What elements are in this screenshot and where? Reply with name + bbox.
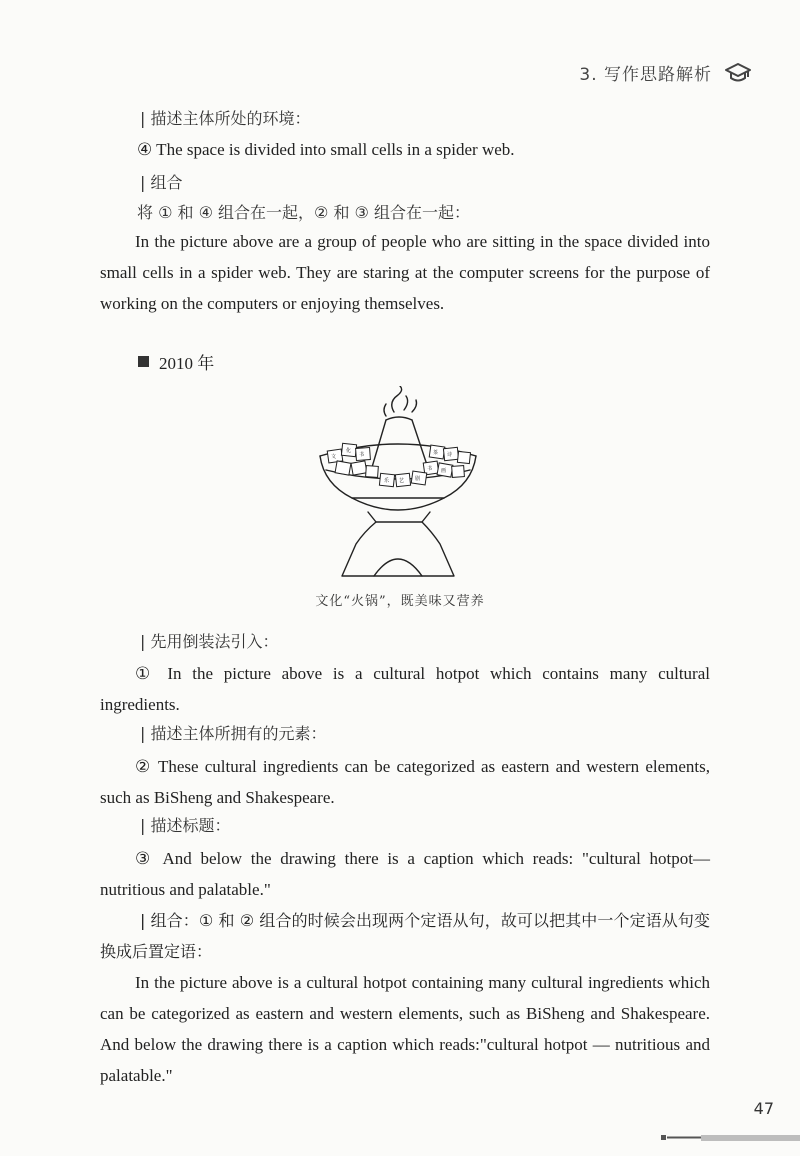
sentence-1: ① In the picture above is a cultural hotpot which contains many cultural ingredients. bbox=[100, 664, 710, 714]
running-header bbox=[579, 60, 752, 85]
figure-caption: 文化“火锅”，既美味又营养 bbox=[315, 594, 485, 609]
svg-text:茶: 茶 bbox=[433, 450, 439, 456]
page-number: 47 bbox=[753, 1099, 774, 1118]
bullet-square-icon bbox=[138, 356, 149, 367]
chapter-title: 3. 写作思路解析 bbox=[579, 65, 712, 85]
combine-note: 将 ① 和 ④ 组合在一起，② 和 ③ 组合在一起： bbox=[137, 203, 470, 222]
sentence-2: ② These cultural ingredients can be categorized as eastern and western elements, such as BiSheng and Shakespeare. bbox=[100, 757, 710, 807]
svg-text:诗: 诗 bbox=[447, 452, 453, 458]
svg-text:书: 书 bbox=[427, 466, 433, 472]
footer-decoration bbox=[661, 1128, 800, 1138]
svg-text:艺: 艺 bbox=[399, 478, 405, 484]
svg-text:文: 文 bbox=[331, 454, 337, 460]
label-combine: | 组合 bbox=[140, 173, 183, 192]
combined-paragraph-2009: In the picture above are a group of people who are sitting in the space divided into small cells in a spider web. They are staring at the computer screens for the purpose of working on the computers or enjoying themselves. bbox=[100, 232, 710, 313]
sentence-3: ③ And below the drawing there is a caption which reads: "cultural hotpot— nutritious and palatable." bbox=[100, 849, 710, 899]
label-describe-environment: | 描述主体所处的环境： bbox=[140, 109, 311, 128]
sentence-4: ④ The space is divided into small cells in a spider web. bbox=[137, 140, 515, 159]
label-combine-2010: | 组合：① 和 ② 组合的时候会出现两个定语从句，故可以把其中一个定语从句变换成后置定语： bbox=[100, 911, 710, 961]
label-describe-title: | 描述标题： bbox=[140, 816, 231, 835]
svg-text:剧: 剧 bbox=[415, 476, 421, 482]
svg-text:化: 化 bbox=[346, 448, 352, 454]
svg-text:画: 画 bbox=[441, 468, 447, 474]
year-heading-2010 bbox=[138, 349, 214, 374]
year-heading-text: 2010 年 bbox=[159, 354, 215, 373]
combined-paragraph-2010: In the picture above is a cultural hotpot containing many cultural ingredients which can be categorized as eastern and western elements, such as BiSheng and Shakespeare. And below the drawing there is a caption which reads:"cultural hotpot — nutritious and palatable." bbox=[100, 973, 710, 1085]
label-inversion-intro: | 先用倒装法引入： bbox=[140, 632, 279, 651]
label-describe-elements: | 描述主体所拥有的元素： bbox=[140, 724, 327, 743]
graduation-cap-icon bbox=[724, 62, 752, 84]
cultural-hotpot-drawing bbox=[312, 386, 484, 592]
svg-text:乐: 乐 bbox=[384, 478, 390, 484]
svg-text:书: 书 bbox=[359, 452, 365, 458]
